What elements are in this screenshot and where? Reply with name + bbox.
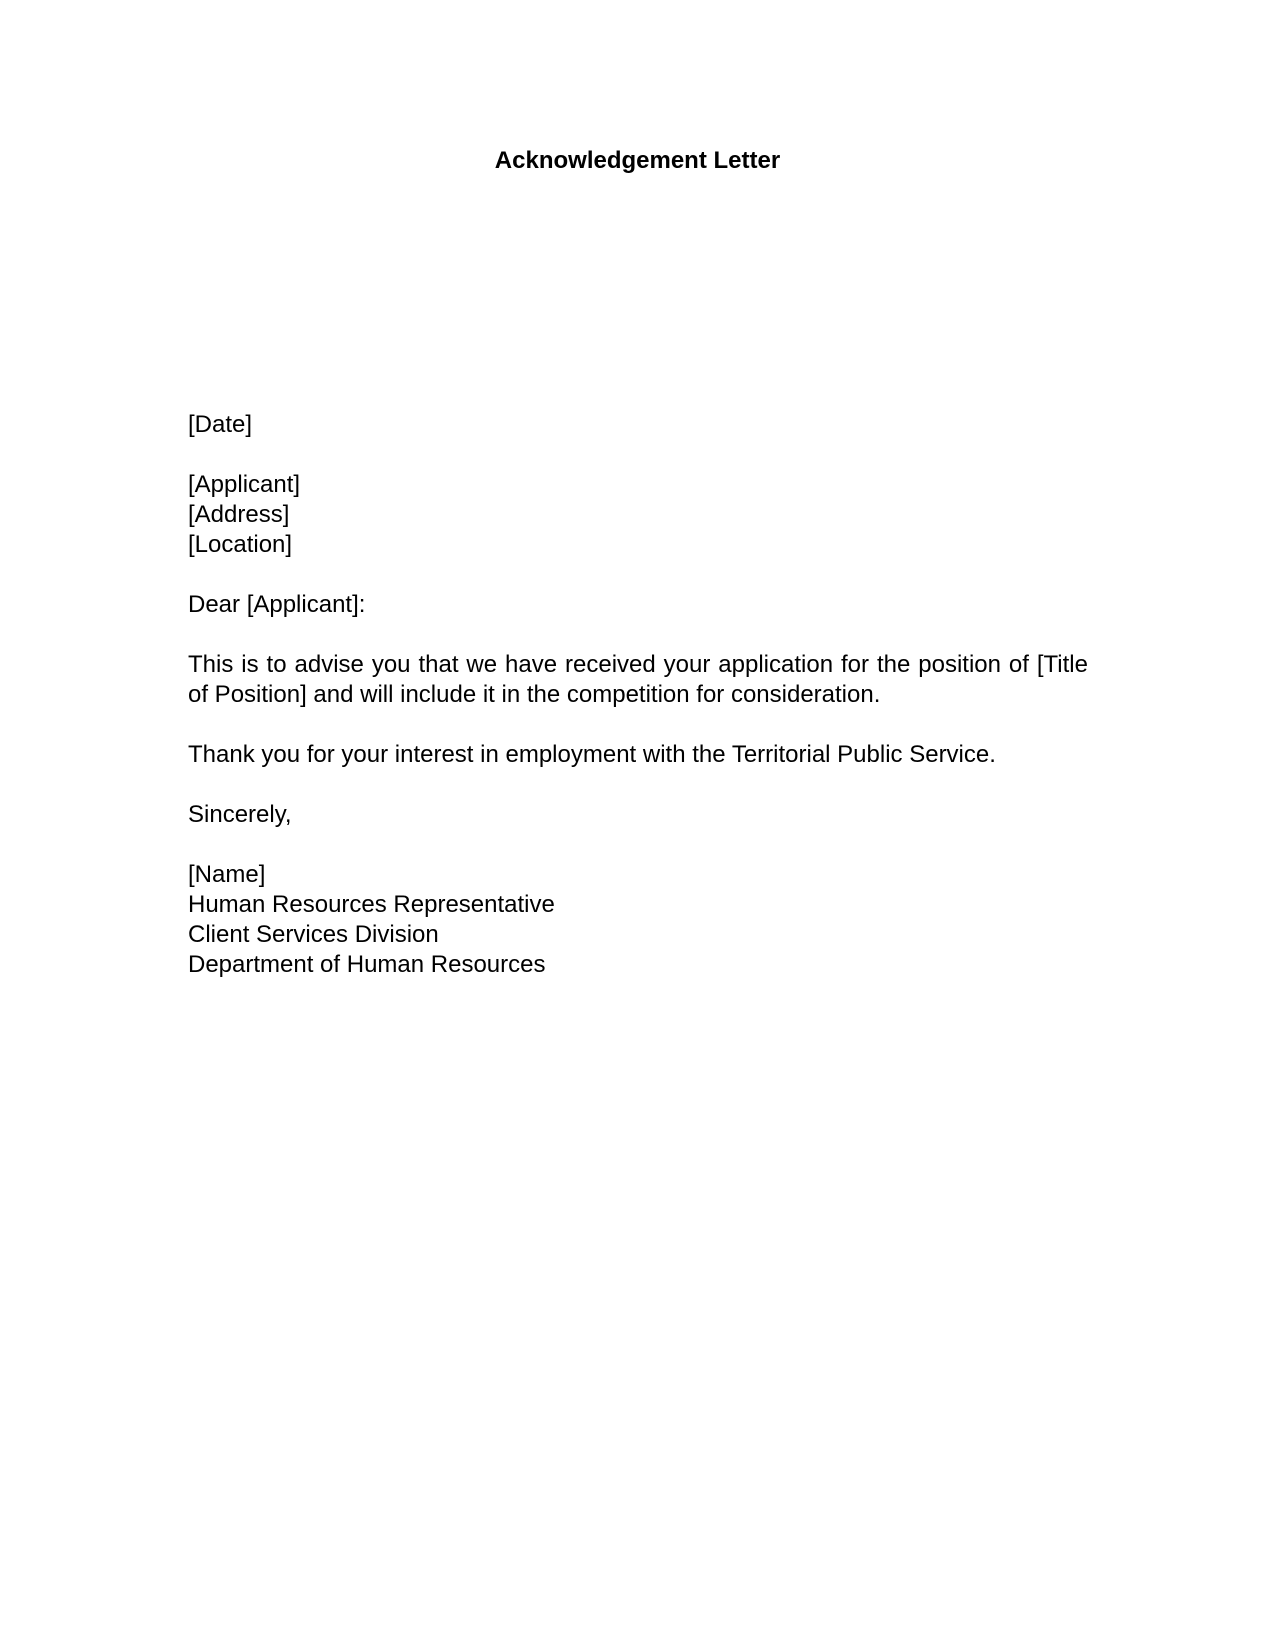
signature-block bbox=[188, 860, 1088, 980]
recipient-block bbox=[188, 470, 1088, 560]
letter-title: Acknowledgement Letter bbox=[494, 147, 781, 174]
recipient-location: [Location] bbox=[188, 531, 293, 558]
signatory-department: Department of Human Resources bbox=[188, 951, 546, 978]
signatory-name: [Name] bbox=[188, 861, 266, 888]
signatory-division: Client Services Division bbox=[188, 921, 439, 948]
letter-date: [Date] bbox=[188, 411, 253, 438]
closing: Sincerely, bbox=[188, 801, 292, 828]
body-paragraph-1: This is to advise you that we have received your application for the position of [Title of Position] and will include it in the competition for consideration. bbox=[188, 651, 1088, 708]
recipient-address: [Address] bbox=[188, 501, 290, 528]
salutation: Dear [Applicant]: bbox=[188, 591, 366, 618]
recipient-name: [Applicant] bbox=[188, 471, 301, 498]
signatory-title: Human Resources Representative bbox=[188, 891, 555, 918]
body-paragraph-2: Thank you for your interest in employment with the Territorial Public Service. bbox=[188, 741, 996, 768]
